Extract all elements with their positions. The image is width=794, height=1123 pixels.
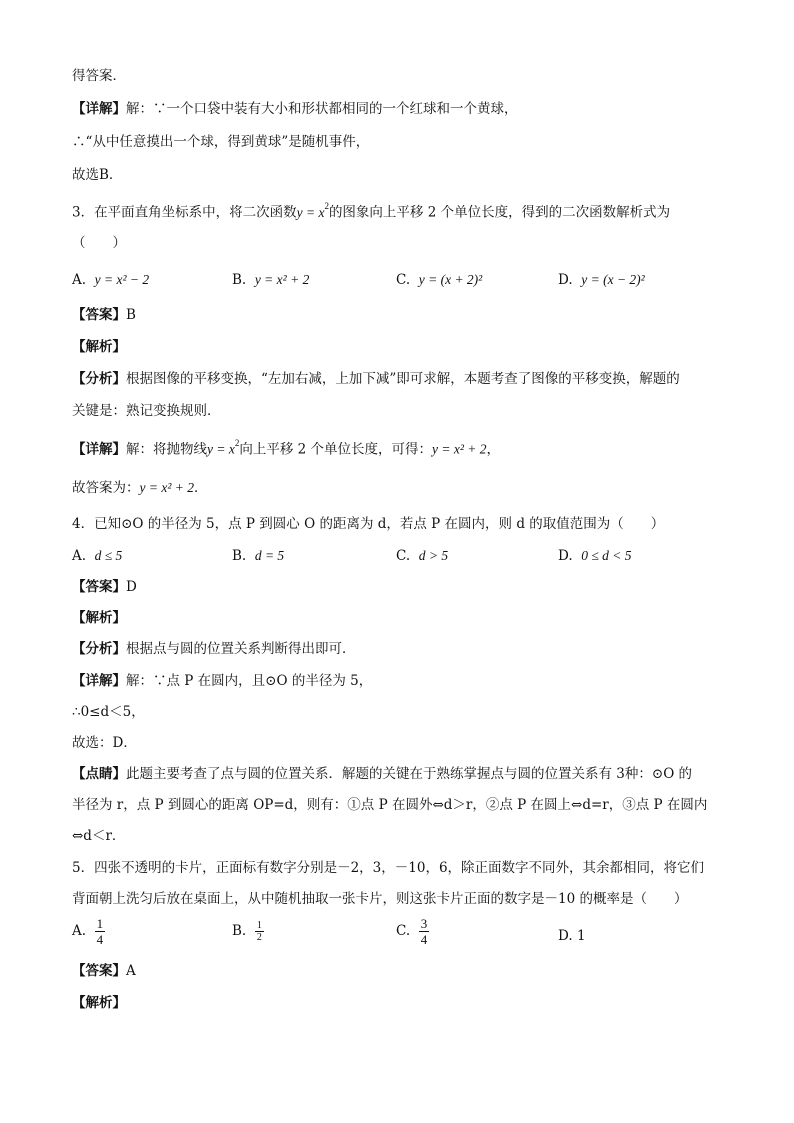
q4-option-d: D. 0 ≤ d < 5 xyxy=(558,548,632,564)
q4-analysis-tag: 【解析】 xyxy=(72,610,126,626)
detail-text: 解：∵一个口袋中装有大小和形状都相同的一个红球和一个黄球， xyxy=(126,101,518,117)
question-5-stem-1: 5．四张不透明的卡片，正面标有数字分别是－2，3，－10，6，除正面数字不同外，其余都相同，将它们 xyxy=(72,860,705,876)
q4-dianjing-3: ⇔d＜r． xyxy=(72,828,126,844)
detail-tag: 【详解】 xyxy=(72,101,126,117)
q3-detail: 【详解】解：将抛物线$y = x^2$向上平移 2 个单位长度，可得：y = x² + 2， xyxy=(72,438,501,458)
q4-option-b: B. d = 5 xyxy=(232,548,285,564)
q3-fenxi-1: 【分析】根据图像的平移变换，“左加右减，上加下减”即可求解，本题考查了图像的平移变换，解题的 xyxy=(72,371,680,387)
q5-option-d: D. 1 xyxy=(558,928,586,944)
q3-paren: （ ） xyxy=(72,235,126,251)
q4-choose: 故选：D． xyxy=(72,735,137,751)
q3-result: 故答案为：y = x² + 2． xyxy=(72,480,208,496)
text-line: ∴“从中任意摸出一个球，得到黄球”是随机事件， xyxy=(72,134,370,150)
q4-step: ∴0≤d＜5， xyxy=(72,704,145,720)
q4-detail: 【详解】解：∵点 P 在圆内，且⊙O 的半径为 5， xyxy=(72,673,373,689)
q3-stem-a: 3．在平面直角坐标系中，将二次函数 xyxy=(72,204,297,221)
q4-answer: 【答案】D xyxy=(72,579,137,595)
detail-line xyxy=(72,99,518,119)
q3-fenxi-2: 关键是：熟记变换规则． xyxy=(72,403,221,419)
q5-option-c: C. $\frac{3}{4}$ xyxy=(396,916,428,947)
q5-analysis-tag: 【解析】 xyxy=(72,995,126,1011)
q3-option-a: A. y = x² − 2 xyxy=(72,272,150,288)
q4-fenxi: 【分析】根据点与圆的位置关系判断得出即可． xyxy=(72,641,356,657)
question-3-stem xyxy=(72,198,670,223)
text-line: 故选B． xyxy=(72,167,123,183)
q3-stem-fn: $y = x^2$ xyxy=(296,201,329,220)
q4-option-a: A. d ≤ 5 xyxy=(72,548,123,564)
q3-option-c: C. y = (x + 2)² xyxy=(396,272,483,288)
q3-option-b: B. y = x² + 2 xyxy=(232,272,310,288)
q3-answer: 【答案】B xyxy=(72,307,136,323)
q4-option-c: C. d > 5 xyxy=(396,548,449,564)
q3-analysis-tag: 【解析】 xyxy=(72,339,126,355)
q3-option-d: D. y = (x − 2)² xyxy=(558,272,645,288)
question-4-stem: 4．已知⊙O 的半径为 5，点 P 到圆心 O 的距离为 d，若点 P 在圆内，则 d 的取值范围为（ ） xyxy=(72,516,665,532)
q5-option-b: B. $\frac{1}{2}$ xyxy=(232,920,262,943)
q4-dianjing-1: 【点睛】此题主要考查了点与圆的位置关系．解题的关键在于熟练掌握点与圆的位置关系有 3种：⊙O 的 xyxy=(72,766,693,782)
q5-answer: 【答案】A xyxy=(72,963,136,979)
q4-dianjing-2: 半径为 r，点 P 到圆心的距离 OP=d，则有：①点 P 在圆外⇔d＞r，②点 P 在圆上⇔d=r，③点 P 在圆内 xyxy=(72,797,708,813)
question-5-stem-2: 背面朝上洗匀后放在桌面上，从中随机抽取一张卡片，则这张卡片正面的数字是－10 的概率是（ ） xyxy=(72,891,688,907)
text-line: 得答案． xyxy=(72,68,126,84)
q3-stem-b: 的图象向上平移 2 个单位长度，得到的二次函数解析式为 xyxy=(328,204,671,221)
q5-option-a: A. $\frac{1}{4}$ xyxy=(72,916,104,947)
